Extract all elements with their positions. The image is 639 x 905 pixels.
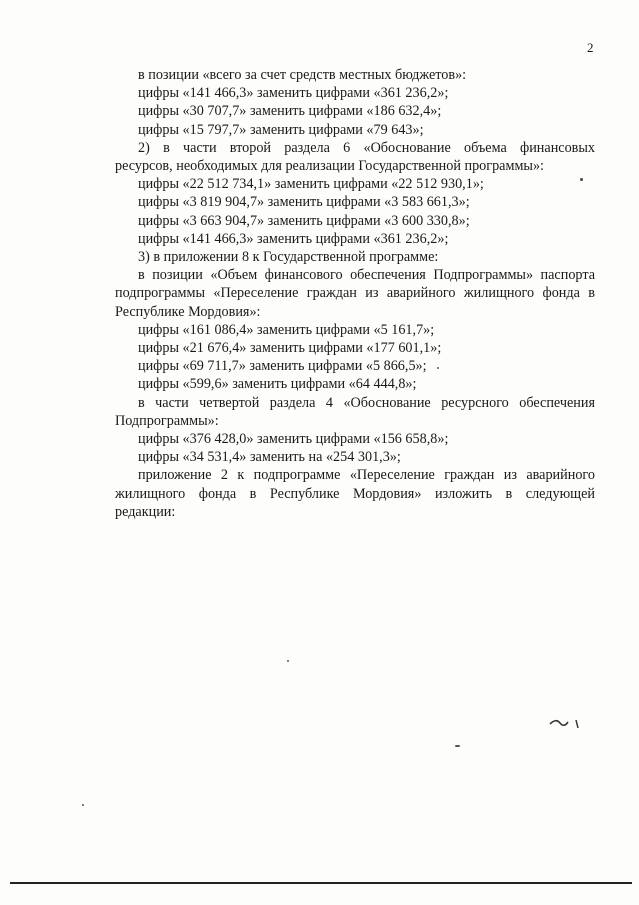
text-line: цифры «30 707,7» заменить цифрами «186 632,4»; (138, 103, 442, 120)
scan-speck (82, 804, 84, 806)
text-line: редакции: (115, 503, 176, 520)
text-line: цифры «3 819 904,7» заменить цифрами «3 583 661,3»; (138, 194, 470, 211)
text-line: в позиции «всего за счет средств местных бюджетов»: (138, 67, 467, 83)
page-number: 2 (587, 40, 594, 55)
text-line: в позиции «Объем финансового обеспечения Подпрограммы» паспорта (138, 267, 595, 284)
text-line: ресурсов, необходимых для реализации Государственной программы»: (115, 158, 545, 175)
text-line: цифры «34 531,4» заменить на «254 301,3»; (138, 449, 401, 466)
pen-mark-icon (548, 716, 588, 736)
scan-speck (287, 660, 289, 662)
scan-speck (437, 367, 439, 369)
text-line: цифры «599,6» заменить цифрами «64 444,8»; (138, 376, 417, 393)
text-line: Подпрограммы»: (115, 412, 219, 429)
text-line: цифры «141 466,3» заменить цифрами «361 236,2»; (138, 230, 449, 247)
text-line: 2) в части второй раздела 6 «Обоснование объема финансовых (138, 139, 595, 156)
text-line: цифры «22 512 734,1» заменить цифрами «22 512 930,1»; (138, 176, 484, 193)
document-body (115, 66, 595, 521)
text-line: цифры «161 086,4» заменить цифрами «5 161,7»; (138, 321, 435, 338)
bottom-edge-rule (10, 882, 632, 884)
text-line: 3) в приложении 8 к Государственной программе: (138, 249, 439, 266)
text-line: цифры «3 663 904,7» заменить цифрами «3 600 330,8»; (138, 212, 470, 229)
text-line: приложение 2 к подпрограмме «Переселение граждан из аварийного (138, 467, 595, 484)
text-line: в части четвертой раздела 4 «Обоснование ресурсного обеспечения (138, 394, 595, 411)
text-line: жилищного фонда в Республике Мордовия» изложить в следующей (115, 485, 595, 502)
text-line: цифры «141 466,3» заменить цифрами «361 236,2»; (138, 85, 449, 102)
text-line: Республике Мордовия»: (115, 303, 261, 320)
text-line: цифры «69 711,7» заменить цифрами «5 866,5»; (138, 358, 427, 375)
text-line: цифры «21 676,4» заменить цифрами «177 601,1»; (138, 340, 442, 357)
text-line: цифры «376 428,0» заменить цифрами «156 658,8»; (138, 431, 449, 448)
text-line: подпрограммы «Переселение граждан из аварийного жилищного фонда в (115, 285, 595, 302)
scan-speck (455, 745, 460, 747)
scan-speck (580, 178, 583, 181)
text-line: цифры «15 797,7» заменить цифрами «79 643»; (138, 121, 424, 138)
